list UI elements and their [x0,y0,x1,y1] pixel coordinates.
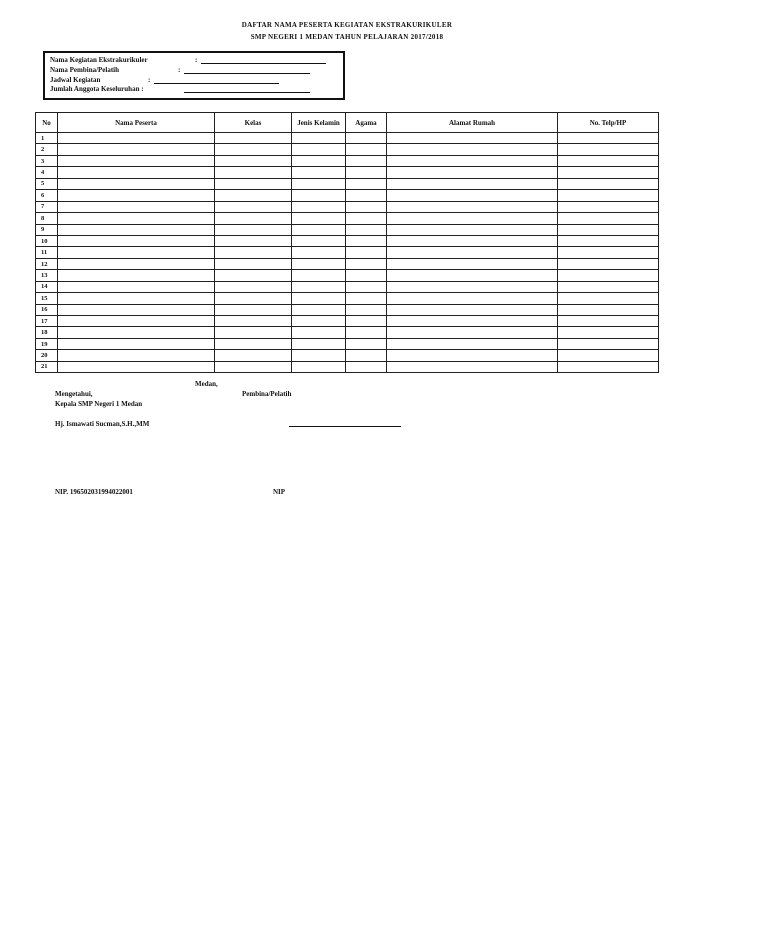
col-header-alamat: Alamat Rumah [387,113,558,133]
cell-telp[interactable] [558,224,659,235]
table-row [36,258,659,269]
cell-nama[interactable] [58,178,215,189]
cell-jenis-kelamin[interactable] [292,327,346,338]
cell-no: 2 [36,144,58,155]
cell-nama[interactable] [58,155,215,166]
cell-agama[interactable] [346,213,387,224]
table-row [36,201,659,212]
cell-jenis-kelamin[interactable] [292,361,346,372]
cell-alamat[interactable] [387,258,558,269]
cell-no: 21 [36,361,58,372]
cell-kelas[interactable] [215,316,292,327]
cell-agama[interactable] [346,281,387,292]
cell-telp[interactable] [558,144,659,155]
cell-nama[interactable] [58,190,215,201]
cell-no: 17 [36,316,58,327]
cell-no: 20 [36,350,58,361]
cell-kelas[interactable] [215,178,292,189]
cell-no: 18 [36,327,58,338]
cell-alamat[interactable] [387,235,558,246]
table-row [36,304,659,315]
cell-agama[interactable] [346,361,387,372]
cell-nama[interactable] [58,144,215,155]
cell-alamat[interactable] [387,338,558,349]
cell-no: 8 [36,213,58,224]
table-row [36,155,659,166]
cell-nama[interactable] [58,258,215,269]
cell-kelas[interactable] [215,304,292,315]
cell-alamat[interactable] [387,270,558,281]
cell-agama[interactable] [346,293,387,304]
table-row [36,167,659,178]
cell-agama[interactable] [346,224,387,235]
cell-jenis-kelamin[interactable] [292,247,346,258]
cell-no: 9 [36,224,58,235]
cell-jenis-kelamin[interactable] [292,270,346,281]
cell-alamat[interactable] [387,201,558,212]
cell-agama[interactable] [346,247,387,258]
cell-kelas[interactable] [215,155,292,166]
info-jumlah-label: Jumlah Anggota Keseluruhan : [50,85,144,93]
cell-telp[interactable] [558,235,659,246]
info-pembina-blank[interactable] [184,73,310,74]
cell-nama[interactable] [58,316,215,327]
cell-alamat[interactable] [387,133,558,144]
cell-telp[interactable] [558,350,659,361]
cell-no: 10 [36,235,58,246]
cell-agama[interactable] [346,327,387,338]
cell-agama[interactable] [346,350,387,361]
table-row [36,293,659,304]
cell-jenis-kelamin[interactable] [292,258,346,269]
cell-alamat[interactable] [387,281,558,292]
sign-principal-name: Hj. Ismawati Sucman,S.H.,MM [55,420,150,428]
cell-no: 1 [36,133,58,144]
cell-agama[interactable] [346,201,387,212]
cell-agama[interactable] [346,178,387,189]
cell-telp[interactable] [558,304,659,315]
cell-alamat[interactable] [387,247,558,258]
col-header-telp: No. Telp/HP [558,113,659,133]
cell-kelas[interactable] [215,293,292,304]
activity-info-box [43,51,345,100]
info-pembina-colon: : [178,66,181,74]
cell-alamat[interactable] [387,144,558,155]
cell-nama[interactable] [58,281,215,292]
cell-alamat[interactable] [387,213,558,224]
table-row [36,350,659,361]
info-kegiatan-label: Nama Kegiatan Ekstrakurikuler [50,56,148,64]
cell-telp[interactable] [558,361,659,372]
cell-agama[interactable] [346,338,387,349]
cell-jenis-kelamin[interactable] [292,178,346,189]
cell-nama[interactable] [58,338,215,349]
cell-kelas[interactable] [215,213,292,224]
cell-kelas[interactable] [215,350,292,361]
cell-alamat[interactable] [387,178,558,189]
col-header-agama: Agama [346,113,387,133]
cell-telp[interactable] [558,178,659,189]
table-row [36,235,659,246]
info-kegiatan-blank[interactable] [201,63,326,64]
cell-kelas[interactable] [215,167,292,178]
cell-jenis-kelamin[interactable] [292,316,346,327]
cell-telp[interactable] [558,167,659,178]
table-row [36,178,659,189]
cell-telp[interactable] [558,213,659,224]
cell-nama[interactable] [58,327,215,338]
cell-agama[interactable] [346,316,387,327]
cell-alamat[interactable] [387,361,558,372]
cell-nama[interactable] [58,133,215,144]
info-jadwal-row [50,76,151,84]
sign-coach-nip: NIP [273,488,286,496]
table-row [36,270,659,281]
cell-no: 16 [36,304,58,315]
cell-agama[interactable] [346,304,387,315]
table-row [36,281,659,292]
cell-nama[interactable] [58,270,215,281]
cell-telp[interactable] [558,155,659,166]
sign-principal-nip: NIP. 196502031994022001 [55,488,133,496]
coach-signature-line[interactable] [289,426,401,427]
cell-kelas[interactable] [215,224,292,235]
sign-place: Medan, [195,380,218,388]
cell-no: 4 [36,167,58,178]
cell-alamat[interactable] [387,304,558,315]
cell-telp[interactable] [558,201,659,212]
cell-kelas[interactable] [215,327,292,338]
cell-jenis-kelamin[interactable] [292,213,346,224]
cell-agama[interactable] [346,270,387,281]
cell-agama[interactable] [346,167,387,178]
cell-jenis-kelamin[interactable] [292,304,346,315]
cell-kelas[interactable] [215,201,292,212]
cell-no: 15 [36,293,58,304]
participant-table [35,112,659,373]
table-row [36,247,659,258]
cell-kelas[interactable] [215,133,292,144]
cell-nama[interactable] [58,293,215,304]
info-jumlah-row [50,85,144,93]
cell-alamat[interactable] [387,350,558,361]
cell-kelas[interactable] [215,270,292,281]
cell-alamat[interactable] [387,327,558,338]
cell-nama[interactable] [58,235,215,246]
cell-no: 19 [36,338,58,349]
cell-jenis-kelamin[interactable] [292,235,346,246]
cell-nama[interactable] [58,224,215,235]
cell-nama[interactable] [58,361,215,372]
table-row [36,224,659,235]
cell-nama[interactable] [58,304,215,315]
cell-alamat[interactable] [387,167,558,178]
table-row [36,327,659,338]
cell-jenis-kelamin[interactable] [292,144,346,155]
cell-jenis-kelamin[interactable] [292,190,346,201]
cell-agama[interactable] [346,133,387,144]
cell-no: 7 [36,201,58,212]
cell-alamat[interactable] [387,155,558,166]
cell-telp[interactable] [558,281,659,292]
cell-telp[interactable] [558,338,659,349]
table-row [36,190,659,201]
cell-kelas[interactable] [215,247,292,258]
cell-telp[interactable] [558,133,659,144]
table-row [36,338,659,349]
cell-kelas[interactable] [215,235,292,246]
cell-jenis-kelamin[interactable] [292,133,346,144]
cell-kelas[interactable] [215,338,292,349]
cell-jenis-kelamin[interactable] [292,350,346,361]
cell-jenis-kelamin[interactable] [292,224,346,235]
cell-jenis-kelamin[interactable] [292,338,346,349]
cell-nama[interactable] [58,350,215,361]
table-row [36,144,659,155]
cell-no: 11 [36,247,58,258]
cell-no: 6 [36,190,58,201]
cell-no: 14 [36,281,58,292]
info-jadwal-label: Jadwal Kegiatan [50,76,101,84]
col-header-kelas: Kelas [215,113,292,133]
table-row [36,361,659,372]
cell-nama[interactable] [58,213,215,224]
document-subtitle: SMP NEGERI 1 MEDAN TAHUN PELAJARAN 2017/2018 [250,33,444,41]
cell-nama[interactable] [58,247,215,258]
cell-jenis-kelamin[interactable] [292,155,346,166]
cell-kelas[interactable] [215,258,292,269]
cell-telp[interactable] [558,316,659,327]
info-kegiatan-colon: : [195,56,198,64]
cell-jenis-kelamin[interactable] [292,167,346,178]
col-header-jenis-kelamin: Jenis Kelamin [292,113,346,133]
cell-telp[interactable] [558,327,659,338]
info-pembina-row [50,66,181,74]
cell-kelas[interactable] [215,281,292,292]
col-header-no: No [36,113,58,133]
cell-jenis-kelamin[interactable] [292,281,346,292]
sign-principal-title: Kepala SMP Negeri 1 Medan [55,400,143,408]
table-row [36,316,659,327]
cell-nama[interactable] [58,167,215,178]
cell-telp[interactable] [558,258,659,269]
cell-telp[interactable] [558,270,659,281]
cell-jenis-kelamin[interactable] [292,201,346,212]
info-pembina-label: Nama Pembina/Pelatih [50,66,120,74]
cell-agama[interactable] [346,190,387,201]
cell-kelas[interactable] [215,144,292,155]
table-row [36,133,659,144]
cell-kelas[interactable] [215,190,292,201]
col-header-nama: Nama Peserta [58,113,215,133]
cell-kelas[interactable] [215,361,292,372]
cell-no: 3 [36,155,58,166]
table-header-row [36,113,659,133]
info-jumlah-blank[interactable] [184,92,310,93]
info-jadwal-blank[interactable] [154,83,279,84]
document-title: DAFTAR NAMA PESERTA KEGIATAN EKSTRAKURIKULER [241,21,453,29]
cell-agama[interactable] [346,258,387,269]
cell-alamat[interactable] [387,293,558,304]
info-jadwal-colon: : [148,76,151,84]
sign-coach-title: Pembina/Pelatih [242,390,292,398]
info-kegiatan-row [50,56,198,64]
cell-telp[interactable] [558,247,659,258]
cell-alamat[interactable] [387,224,558,235]
cell-no: 12 [36,258,58,269]
cell-agama[interactable] [346,235,387,246]
cell-alamat[interactable] [387,190,558,201]
table-row [36,213,659,224]
cell-alamat[interactable] [387,316,558,327]
cell-telp[interactable] [558,190,659,201]
cell-nama[interactable] [58,201,215,212]
cell-no: 5 [36,178,58,189]
cell-no: 13 [36,270,58,281]
cell-agama[interactable] [346,144,387,155]
cell-agama[interactable] [346,155,387,166]
cell-jenis-kelamin[interactable] [292,293,346,304]
cell-telp[interactable] [558,293,659,304]
sign-acknowledged: Mengetahui, [55,390,93,398]
